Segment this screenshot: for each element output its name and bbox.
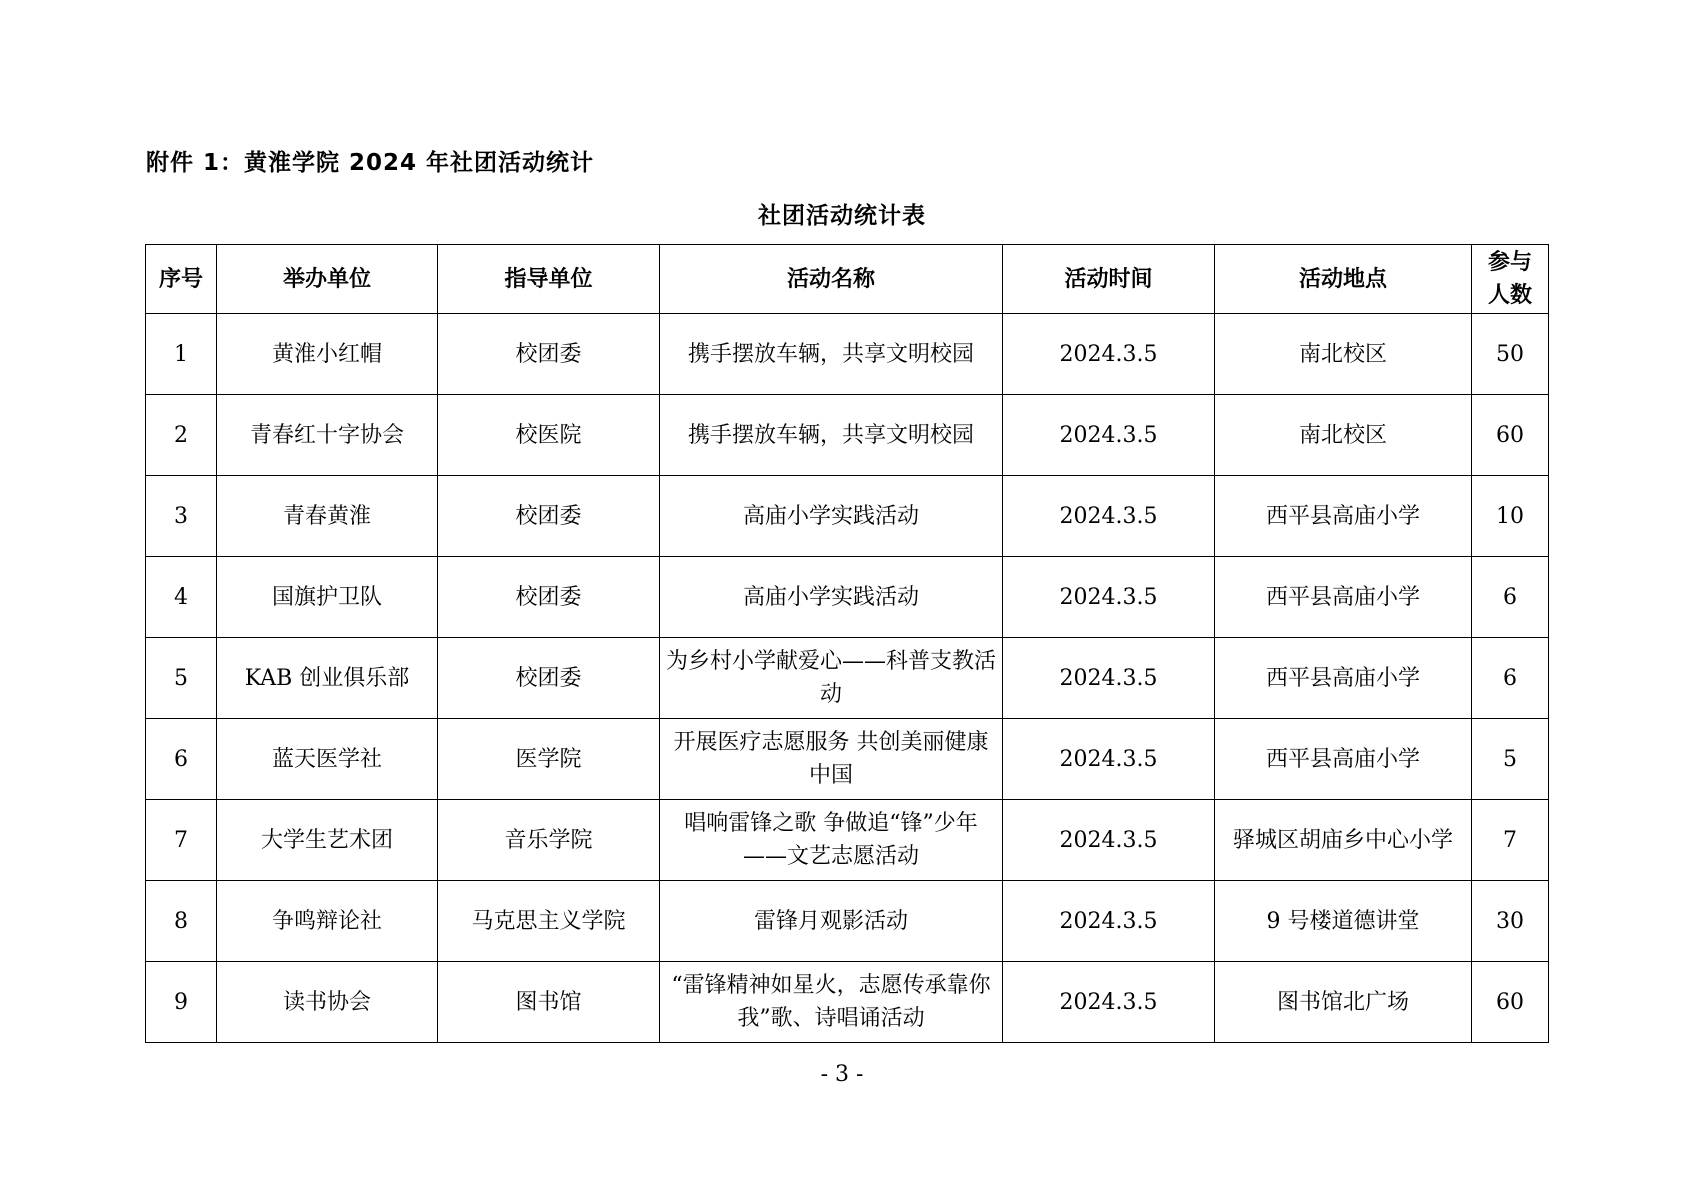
column-header-place: 活动地点 [1215, 245, 1472, 314]
table-row [146, 557, 1549, 638]
table-row [146, 314, 1549, 395]
cell-guide: 音乐学院 [438, 800, 660, 881]
cell-guide: 校团委 [438, 557, 660, 638]
cell-count: 6 [1472, 638, 1549, 719]
cell-place: 驿城区胡庙乡中心小学 [1215, 800, 1472, 881]
table-row [146, 962, 1549, 1043]
cell-date: 2024.3.5 [1003, 800, 1215, 881]
cell-organizer: 国旗护卫队 [217, 557, 438, 638]
cell-count: 60 [1472, 962, 1549, 1043]
column-header-count: 参与人数 [1472, 245, 1549, 314]
table-row [146, 881, 1549, 962]
cell-date: 2024.3.5 [1003, 314, 1215, 395]
cell-organizer: 青春红十字协会 [217, 395, 438, 476]
cell-no: 3 [146, 476, 217, 557]
cell-place: 南北校区 [1215, 314, 1472, 395]
cell-guide: 医学院 [438, 719, 660, 800]
cell-date: 2024.3.5 [1003, 638, 1215, 719]
cell-no: 5 [146, 638, 217, 719]
cell-count: 10 [1472, 476, 1549, 557]
cell-organizer: 黄淮小红帽 [217, 314, 438, 395]
document-heading: 附件 1：黄淮学院 2024 年社团活动统计 [146, 150, 595, 176]
cell-place: 9 号楼道德讲堂 [1215, 881, 1472, 962]
column-header-organizer: 举办单位 [217, 245, 438, 314]
cell-count: 30 [1472, 881, 1549, 962]
cell-no: 1 [146, 314, 217, 395]
cell-no: 6 [146, 719, 217, 800]
cell-activity: 雷锋月观影活动 [660, 881, 1003, 962]
cell-organizer: KAB 创业俱乐部 [217, 638, 438, 719]
cell-activity: 开展医疗志愿服务 共创美丽健康中国 [660, 719, 1003, 800]
table-row [146, 638, 1549, 719]
table-title: 社团活动统计表 [758, 203, 926, 229]
cell-date: 2024.3.5 [1003, 476, 1215, 557]
cell-organizer: 青春黄淮 [217, 476, 438, 557]
column-header-date: 活动时间 [1003, 245, 1215, 314]
cell-activity: 携手摆放车辆，共享文明校园 [660, 395, 1003, 476]
table-row [146, 800, 1549, 881]
cell-activity: 为乡村小学献爱心——科普支教活动 [660, 638, 1003, 719]
table-header-row [146, 245, 1549, 314]
cell-count: 50 [1472, 314, 1549, 395]
page-number: - 3 - [820, 1062, 864, 1087]
cell-guide: 图书馆 [438, 962, 660, 1043]
table-row [146, 719, 1549, 800]
cell-date: 2024.3.5 [1003, 557, 1215, 638]
cell-activity: “雷锋精神如星火，志愿传承靠你我”歌、诗唱诵活动 [660, 962, 1003, 1043]
cell-guide: 校团委 [438, 314, 660, 395]
table-row [146, 395, 1549, 476]
activity-table [145, 244, 1549, 1043]
cell-date: 2024.3.5 [1003, 881, 1215, 962]
cell-guide: 校医院 [438, 395, 660, 476]
cell-activity: 携手摆放车辆，共享文明校园 [660, 314, 1003, 395]
cell-place: 图书馆北广场 [1215, 962, 1472, 1043]
table-row [146, 476, 1549, 557]
cell-date: 2024.3.5 [1003, 719, 1215, 800]
cell-place: 西平县高庙小学 [1215, 476, 1472, 557]
cell-no: 7 [146, 800, 217, 881]
column-header-activity: 活动名称 [660, 245, 1003, 314]
cell-organizer: 大学生艺术团 [217, 800, 438, 881]
cell-guide: 校团委 [438, 638, 660, 719]
column-header-guide: 指导单位 [438, 245, 660, 314]
column-header-no: 序号 [146, 245, 217, 314]
cell-no: 2 [146, 395, 217, 476]
cell-guide: 校团委 [438, 476, 660, 557]
cell-count: 7 [1472, 800, 1549, 881]
cell-count: 60 [1472, 395, 1549, 476]
cell-place: 西平县高庙小学 [1215, 719, 1472, 800]
cell-place: 南北校区 [1215, 395, 1472, 476]
cell-no: 4 [146, 557, 217, 638]
cell-activity: 唱响雷锋之歌 争做追“锋”少年——文艺志愿活动 [660, 800, 1003, 881]
cell-organizer: 读书协会 [217, 962, 438, 1043]
cell-date: 2024.3.5 [1003, 962, 1215, 1043]
cell-organizer: 蓝天医学社 [217, 719, 438, 800]
cell-date: 2024.3.5 [1003, 395, 1215, 476]
cell-count: 5 [1472, 719, 1549, 800]
cell-no: 8 [146, 881, 217, 962]
cell-activity: 高庙小学实践活动 [660, 476, 1003, 557]
cell-place: 西平县高庙小学 [1215, 638, 1472, 719]
cell-organizer: 争鸣辩论社 [217, 881, 438, 962]
cell-count: 6 [1472, 557, 1549, 638]
cell-guide: 马克思主义学院 [438, 881, 660, 962]
cell-place: 西平县高庙小学 [1215, 557, 1472, 638]
cell-no: 9 [146, 962, 217, 1043]
cell-activity: 高庙小学实践活动 [660, 557, 1003, 638]
